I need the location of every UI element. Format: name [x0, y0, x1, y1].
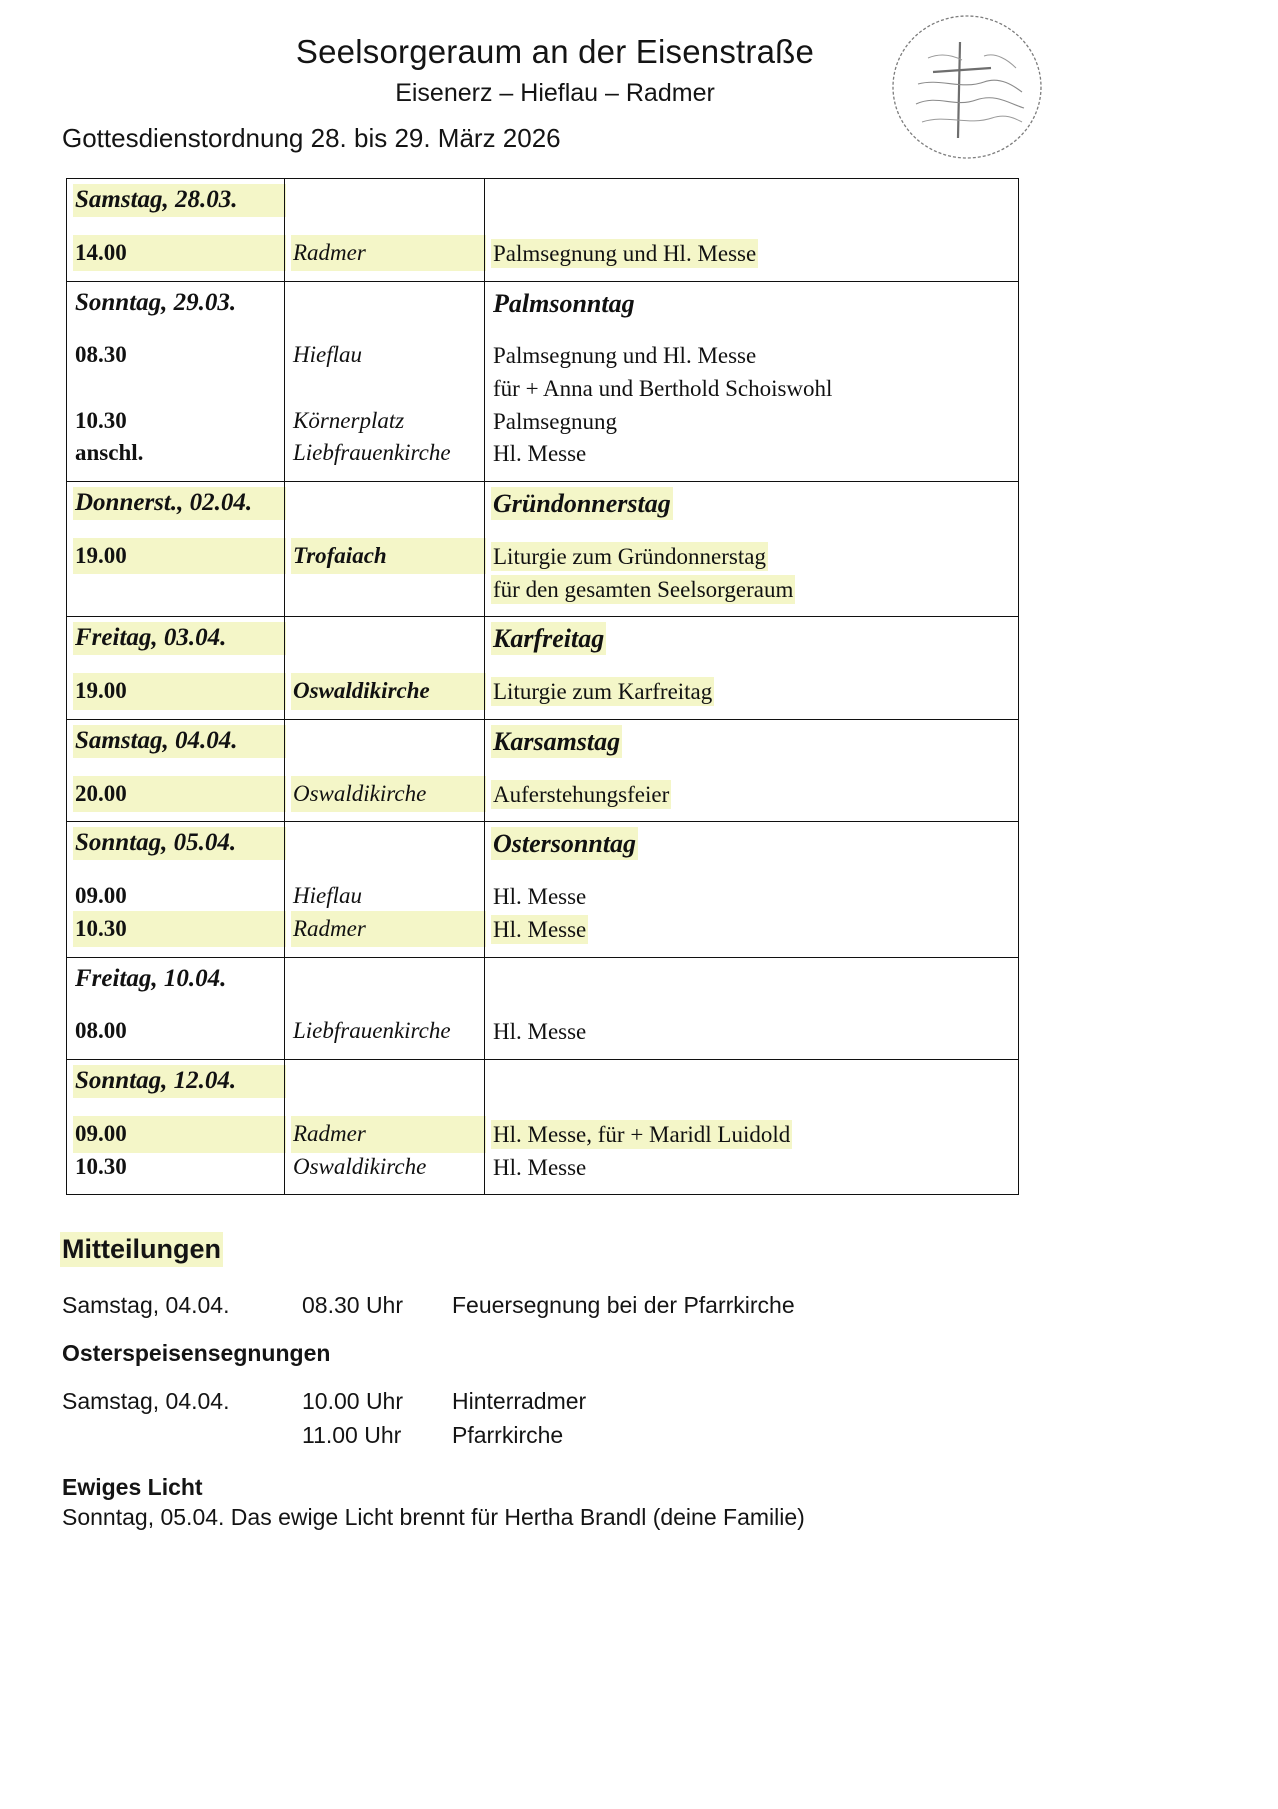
service-time: 14.00: [75, 237, 284, 270]
spacer-line: [293, 489, 484, 518]
service-time: 10.30: [75, 1153, 127, 1179]
service-time: 20.00: [75, 778, 284, 811]
service-description-text: Hl. Messe: [493, 1019, 587, 1045]
description-cell: [485, 719, 1019, 822]
service-description: [493, 373, 1018, 406]
service-place: Radmer: [293, 237, 484, 270]
day-time-cell: [67, 957, 285, 1060]
service-description-text: Palmsegnung und Hl. Messe: [493, 240, 757, 266]
spacer-line: [75, 572, 284, 605]
service-description-text: Hl. Messe: [493, 1154, 587, 1180]
day-title: Sonntag, 05.04.: [75, 829, 284, 858]
page-title: Seelsorgeraum an der Eisenstraße: [295, 33, 815, 70]
spacer-line: [293, 186, 484, 215]
day-title: Sonntag, 29.03.: [75, 288, 237, 316]
service-description-text: Hl. Messe: [493, 884, 587, 910]
place-cell: [285, 482, 485, 617]
spacer-line: [293, 624, 484, 653]
day-title: Samstag, 28.03.: [75, 186, 284, 215]
service-time: anschl.: [75, 440, 144, 466]
parish-circle-cross-logo-icon: [888, 12, 1046, 162]
notice-row: [62, 1385, 1162, 1418]
service-description-text: Palmsegnung und Hl. Messe: [493, 343, 757, 369]
table-row: [67, 482, 1019, 617]
day-title: Sonntag, 12.04.: [75, 1067, 284, 1096]
day-time-cell: [67, 281, 285, 482]
service-description-text: Liturgie zum Karfreitag: [493, 679, 713, 705]
document-header: [0, 0, 1278, 170]
notice-text: Hinterradmer: [452, 1388, 587, 1415]
service-place: Liebfrauenkirche: [293, 1018, 451, 1044]
notice-time: 11.00 Uhr: [302, 1421, 402, 1448]
spacer-line: [75, 372, 284, 405]
notice-date: Samstag, 04.04.: [62, 1388, 230, 1415]
day-title: Freitag, 10.04.: [75, 964, 227, 992]
service-time: 19.00: [75, 675, 284, 708]
day-time-cell: [67, 1060, 285, 1195]
service-description: [493, 1152, 1018, 1185]
service-place: Hieflau: [293, 342, 362, 368]
notice-date: Samstag, 04.04.: [62, 1292, 230, 1318]
feast-name: Palmsonntag: [493, 288, 635, 318]
service-place: Radmer: [293, 1118, 484, 1151]
spacer-line: [293, 289, 484, 318]
day-time-cell: [67, 179, 285, 282]
feast-name: Karsamstag: [493, 726, 621, 756]
description-cell: [485, 822, 1019, 957]
service-time: 09.00: [75, 1118, 284, 1151]
notice-time: 08.30 Uhr: [302, 1292, 404, 1318]
spacer-line: [293, 727, 484, 756]
day-time-cell: [67, 719, 285, 822]
place-cell: [285, 617, 485, 720]
spacer-line: [493, 1067, 500, 1096]
service-description: [493, 779, 1018, 812]
service-description-text: Hl. Messe: [493, 916, 587, 942]
place-cell: [285, 281, 485, 482]
description-cell: [485, 482, 1019, 617]
spacer-line: [293, 965, 484, 994]
service-time: 19.00: [75, 540, 284, 573]
day-title: Donnerst., 02.04.: [75, 489, 284, 518]
table-row: [67, 179, 1019, 282]
table-row: [67, 1060, 1019, 1195]
service-place: Hieflau: [293, 883, 362, 909]
service-description: [493, 881, 1018, 914]
description-cell: [485, 179, 1019, 282]
table-row: [67, 617, 1019, 720]
service-description: [493, 1016, 1018, 1049]
feast-name: Karfreitag: [493, 624, 605, 654]
notices-heading: Mitteilungen: [62, 1234, 221, 1264]
spacer-line: [293, 829, 484, 858]
service-description: [493, 914, 1018, 947]
eternal-light-heading: Ewiges Licht: [62, 1474, 203, 1501]
blessing-heading: Osterspeisensegnungen: [62, 1340, 331, 1367]
page-subtitle: Eisenerz – Hieflau – Radmer: [395, 79, 715, 107]
service-time: 08.30: [75, 342, 127, 368]
place-cell: [285, 957, 485, 1060]
service-description-text: Liturgie zum Gründonnerstag: [493, 543, 766, 569]
place-cell: [285, 719, 485, 822]
service-description: [493, 438, 1018, 471]
day-time-cell: [67, 822, 285, 957]
spacer-line: [493, 186, 500, 215]
place-cell: [285, 822, 485, 957]
service-description-text: Palmsegnung: [493, 408, 617, 434]
notice-time: 10.00 Uhr: [302, 1388, 404, 1415]
service-description-text: Hl. Messe: [493, 441, 587, 467]
service-time: 10.30: [75, 407, 127, 433]
description-cell: [485, 281, 1019, 482]
description-cell: [485, 957, 1019, 1060]
service-description: [493, 1119, 1018, 1152]
service-place: Körnerplatz: [293, 407, 405, 433]
service-place: Liebfrauenkirche: [293, 440, 451, 466]
notice-date: [62, 1419, 302, 1452]
spacer-line: [293, 572, 484, 605]
service-description: [493, 238, 1018, 271]
service-description: [493, 541, 1018, 574]
notice-text: Pfarrkirche: [452, 1421, 564, 1448]
service-place: Trofaiach: [293, 540, 484, 573]
description-cell: [485, 1060, 1019, 1195]
table-row: [67, 822, 1019, 957]
spacer-line: [493, 965, 500, 994]
service-description: [493, 340, 1018, 373]
table-row: [67, 957, 1019, 1060]
notices-section: [62, 1234, 1162, 1534]
service-description-text: Auferstehungsfeier: [493, 781, 670, 807]
notice-text: Feuersegnung bei der Pfarrkirche: [452, 1292, 795, 1318]
description-cell: [485, 617, 1019, 720]
feast-name: Gründonnerstag: [493, 489, 671, 519]
service-description: [493, 406, 1018, 439]
service-order-line: Gottesdienstordnung 28. bis 29. März 2026: [62, 123, 561, 153]
notice-row: [62, 1419, 1162, 1452]
service-description: [493, 574, 1018, 607]
eternal-light-text: Sonntag, 05.04. Das ewige Licht brennt für Hertha Brandl (deine Familie): [62, 1504, 805, 1531]
spacer-line: [293, 372, 484, 405]
service-description: [493, 676, 1018, 709]
place-cell: [285, 179, 485, 282]
notice-row: [62, 1289, 1162, 1322]
table-row: [67, 281, 1019, 482]
service-place: Oswaldikirche: [293, 1153, 427, 1179]
service-place: Oswaldikirche: [293, 778, 484, 811]
service-place: Radmer: [293, 913, 484, 946]
service-description-text: für + Anna und Berthold Schoiswohl: [493, 376, 833, 402]
service-time: 09.00: [75, 883, 127, 909]
service-schedule-table: [66, 178, 1019, 1195]
day-title: Samstag, 04.04.: [75, 727, 284, 756]
day-title: Freitag, 03.04.: [75, 624, 284, 653]
service-description-text: für den gesamten Seelsorgeraum: [493, 576, 794, 602]
service-time: 08.00: [75, 1018, 127, 1044]
spacer-line: [293, 1067, 484, 1096]
service-description-text: Hl. Messe, für + Maridl Luidold: [493, 1122, 791, 1147]
day-time-cell: [67, 617, 285, 720]
day-time-cell: [67, 482, 285, 617]
feast-name: Ostersonntag: [493, 829, 637, 859]
service-place: Oswaldikirche: [293, 675, 484, 708]
place-cell: [285, 1060, 485, 1195]
service-time: 10.30: [75, 913, 284, 946]
table-row: [67, 719, 1019, 822]
